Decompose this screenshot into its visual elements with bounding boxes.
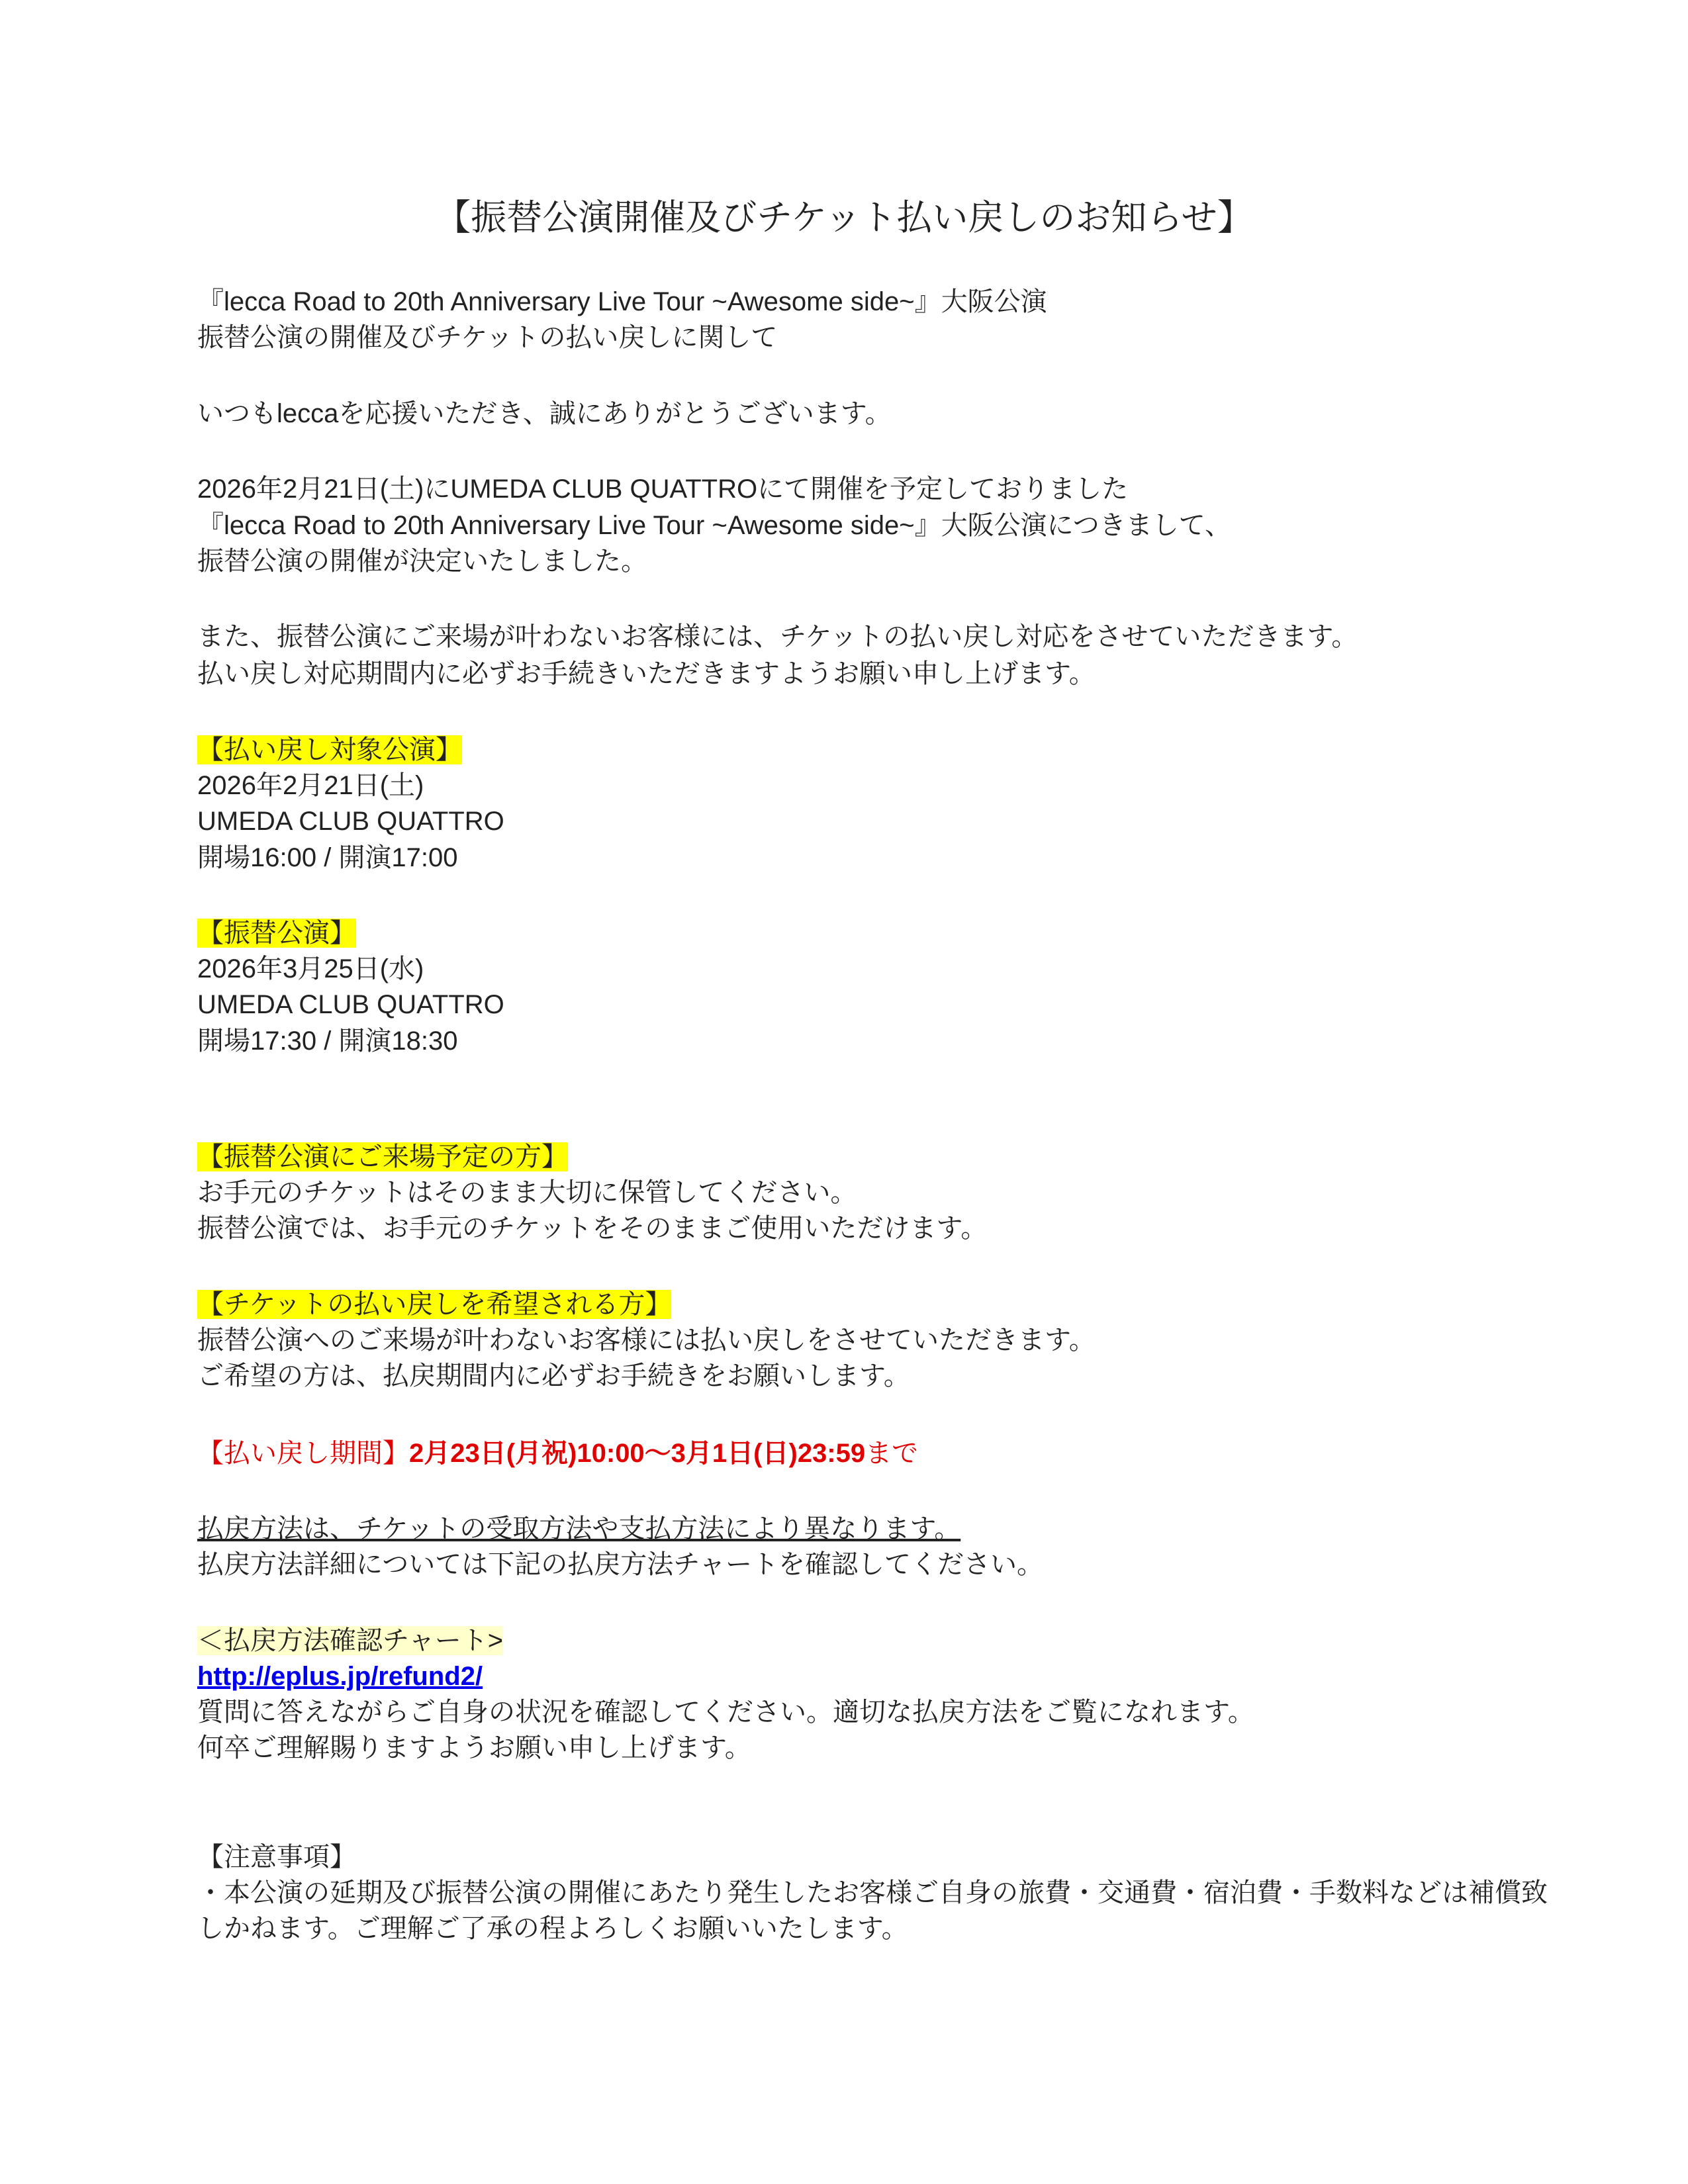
refund-wish-line-1: 振替公演へのご来場が叶わないお客様には払い戻しをさせていただきます。: [197, 1326, 1096, 1355]
intro-line-1: 『lecca Road to 20th Anniversary Live Tour ~Awesome side~』大阪公演: [197, 287, 1047, 316]
method-line-2: 払戻方法詳細については下記の払戻方法チャートを確認してください。: [197, 1550, 1043, 1579]
refund-notice-line-2: 払い戻し対応期間内に必ずお手続きいただきますようお願い申し上げます。: [197, 659, 1096, 688]
refund-period-label: 【払い戻し期間】: [197, 1439, 409, 1468]
page-title: 【振替公演開催及びチケット払い戻しのお知らせ】: [435, 198, 1253, 238]
rescheduled-time: 開場17:30 / 開演18:30: [197, 1026, 458, 1056]
notes-heading: 【注意事項】: [197, 1843, 356, 1872]
refund-target-venue: UMEDA CLUB QUATTRO: [197, 807, 504, 836]
chart-line-1: 質問に答えながらご自身の状況を確認してください。適切な払戻方法をご覧になれます。: [197, 1698, 1254, 1727]
attending-line-1: お手元のチケットはそのまま大切に保管してください。: [197, 1178, 857, 1207]
refund-target-time: 開場16:00 / 開演17:00: [197, 843, 458, 872]
refund-period-value: 2月23日(月祝)10:00～3月1日(日)23:59: [409, 1439, 866, 1468]
chart-line-2: 何卒ご理解賜りますようお願い申し上げます。: [197, 1733, 751, 1762]
refund-period: [197, 1435, 918, 1471]
rescheduled-venue: UMEDA CLUB QUATTRO: [197, 990, 504, 1019]
chart-heading: ＜払戻方法確認チャート>: [197, 1626, 504, 1655]
attending-line-2: 振替公演では、お手元のチケットをそのままご使用いただけます。: [197, 1214, 988, 1243]
method-line-1: 払戻方法は、チケットの受取方法や支払方法により異なります。: [197, 1514, 961, 1543]
notes-line-1: ・本公演の延期及び振替公演の開催にあたり発生したお客様ご自身の旅費・交通費・宿泊費・手数料などは補償致: [197, 1878, 1548, 1907]
announcement-line-1: 2026年2月21日(土)にUMEDA CLUB QUATTROにて開催を予定しておりました: [197, 475, 1129, 504]
refund-target-date: 2026年2月21日(土): [197, 771, 424, 800]
attending-heading: 【振替公演にご来場予定の方】: [197, 1142, 568, 1171]
refund-wish-heading: 【チケットの払い戻しを希望される方】: [197, 1290, 672, 1319]
rescheduled-date: 2026年3月25日(水): [197, 954, 424, 983]
refund-target-heading: 【払い戻し対象公演】: [197, 735, 462, 764]
refund-wish-line-2: ご希望の方は、払戻期間内に必ずお手続きをお願いします。: [197, 1361, 910, 1390]
refund-notice-line-1: また、振替公演にご来場が叶わないお客様には、チケットの払い戻し対応をさせていただきます。: [197, 622, 1358, 651]
announcement-line-2: 『lecca Road to 20th Anniversary Live Tour ~Awesome side~』大阪公演につきまして、: [197, 511, 1231, 540]
refund-period-suffix: まで: [865, 1439, 919, 1468]
refund-chart-link[interactable]: http://eplus.jp/refund2/: [197, 1662, 483, 1691]
rescheduled-heading: 【振替公演】: [197, 919, 356, 948]
announcement-line-3: 振替公演の開催が決定いたしました。: [197, 547, 647, 576]
greeting: いつもleccaを応援いただき、誠にありがとうございます。: [197, 399, 892, 428]
intro-line-2: 振替公演の開催及びチケットの払い戻しに関して: [197, 323, 778, 352]
notes-line-2: しかねます。ご理解ご了承の程よろしくお願いいたします。: [197, 1914, 908, 1943]
